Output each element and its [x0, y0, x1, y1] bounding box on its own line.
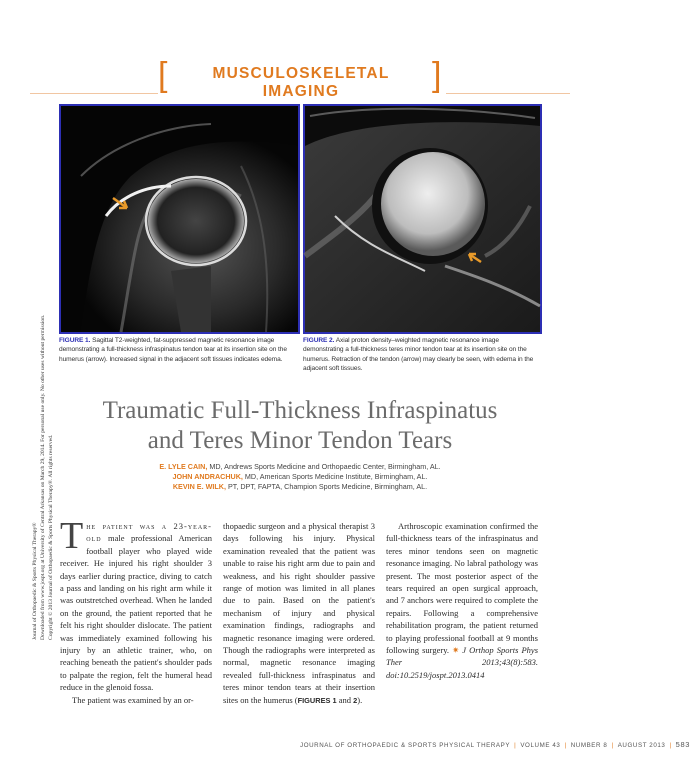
mri-sagittal-image [61, 106, 298, 332]
footer-volume: VOLUME 43 [520, 742, 561, 749]
side-download-line: Downloaded from www.jospt.org at University of Central Arkansas on March 29, 2014. For personal use only. No other uses without permission. [40, 314, 46, 640]
author-3 [60, 482, 540, 491]
author-2-name: JOHN ANDRACHUK, [172, 472, 243, 481]
figure-2-image [303, 104, 542, 334]
footer-separator: | [514, 742, 517, 749]
figure-2-caption-text: Axial proton density–weighted magnetic resonance image demonstrating a full-thickness teres minor tendon tear at its insertion site on the humerus. Retraction of the tendon (arrow) may clearly be seen, with edema in the adjacent soft tissues. [303, 337, 534, 373]
footer-number: NUMBER 8 [570, 742, 608, 749]
end-mark-icon: ✷ [452, 645, 460, 656]
figure-reference-and: and [336, 694, 354, 705]
bracket-left: [ [158, 56, 168, 94]
body-paragraph-2: The patient was examined by an or- [72, 694, 194, 705]
article-title-line1: Traumatic Full-Thickness Infraspinatus [102, 397, 498, 424]
author-1-affiliation: MD, Andrews Sports Medicine and Orthopaedic Center, Birmingham, AL. [207, 462, 441, 471]
section-title: MUSCULOSKELETAL IMAGING [212, 65, 390, 100]
figure-1-caption [59, 336, 299, 364]
body-paragraph-3 [223, 520, 375, 707]
body-column-3 [386, 520, 538, 681]
article-title-line2: and Teres Minor Tendon Tears [147, 427, 453, 454]
figure-reference-1: FIGURES 1 [297, 695, 337, 705]
figure-2-label: FIGURE 2. [303, 337, 335, 344]
body-paragraph-1-text: male professional American football player who played wide receiver. He injured his right shoulder 3 days earlier during practice, diving to catch a pass and landing on his right arm while it was outstretched overhead. When he landed on the ground, the patient reported that he felt his right shoulder dislocate. The patient was immediately examined following his injury by an athletic trainer, who, on reaching beneath the patient's shoulder pads to palpate the region, felt the humeral head reduce in the glenoid fossa. [60, 533, 212, 693]
lead-in-text: he patient was a 23-year-old [86, 521, 212, 544]
footer-separator: | [611, 742, 614, 749]
author-3-name: KEVIN E. WILK, [172, 482, 226, 491]
figure-1-label: FIGURE 1. [59, 337, 91, 344]
figure-reference-end: ). [357, 694, 363, 705]
figure-1-image [59, 104, 300, 334]
author-2-affiliation: MD, American Sports Medicine Institute, Birmingham, AL. [242, 472, 428, 481]
bracket-right: ] [432, 56, 442, 94]
figure-reference-2: 2 [353, 695, 358, 705]
body-paragraph-4 [386, 520, 538, 681]
article-title [60, 396, 540, 456]
body-column-2 [223, 520, 375, 707]
figure-1-caption-text: Sagittal T2-weighted, fat-suppressed magnetic resonance image demonstrating a full-thickness infraspinatus tendon tear at its insertion site on the humerus (arrow). Increased signal in the adjacent soft tissues indicates edema. [59, 337, 287, 363]
section-header [0, 58, 600, 98]
body-paragraph-4-text: Arthroscopic examination confirmed the full-thickness tears of the infraspinatus and teres minor tendons seen on magnetic resonance imaging. No labral pathology was present. The most posterior aspect of the tears required an open surgical approach, and 7 anchors were required to complete the repairs. Following a comprehensive rehabilitation program, the patient returned to playing professional football at 9 months following surgery. [386, 521, 538, 656]
author-2 [60, 472, 540, 481]
figure-2-caption [303, 336, 540, 374]
page-number: 583 [675, 740, 690, 749]
footer-date: AUGUST 2013 [617, 742, 666, 749]
header-rule-left [30, 93, 158, 94]
side-copyright-line2: Copyright © 2013 Journal of Orthopaedic & Sports Physical Therapy®. All rights reserved. [48, 434, 54, 640]
body-column-1 [60, 515, 212, 706]
drop-cap: T [60, 515, 84, 557]
footer-separator: | [564, 742, 567, 749]
author-1 [60, 462, 540, 471]
author-3-affiliation: PT, DPT, FAPTA, Champion Sports Medicine, Birmingham, AL. [225, 482, 428, 491]
header-rule-right [446, 93, 570, 94]
body-paragraph-3-text: thopaedic surgeon and a physical therapist 3 days following his injury. Physical examination revealed that the patient was unable to raise his right arm due to pain and weakness, and his right shoulder passive range of motion was limited in all planes due to pain. Based on the patient's mechanism of injury and physical examination findings, radiographs and magnetic resonance imaging were ordered. Though the radiographs were interpreted as normal, magnetic resonance imaging revealed full-thickness infraspinatus and teres minor tendon tears at their insertion sites on the humerus ( [223, 521, 375, 705]
footer-journal: JOURNAL OF ORTHOPAEDIC & SPORTS PHYSICAL THERAPY [300, 742, 511, 749]
author-1-name: E. LYLE CAIN, [159, 462, 208, 471]
footer-separator: | [669, 742, 672, 749]
page-footer [300, 740, 690, 749]
body-paragraph-1 [60, 515, 212, 694]
side-copyright-line1: Journal of Orthopaedic & Sports Physical Therapy® [32, 522, 38, 640]
citation: J Orthop Sports Phys Ther 2013;43(8):583. doi:10.2519/jospt.2013.0414 [386, 645, 539, 680]
mri-axial-image [305, 106, 540, 332]
